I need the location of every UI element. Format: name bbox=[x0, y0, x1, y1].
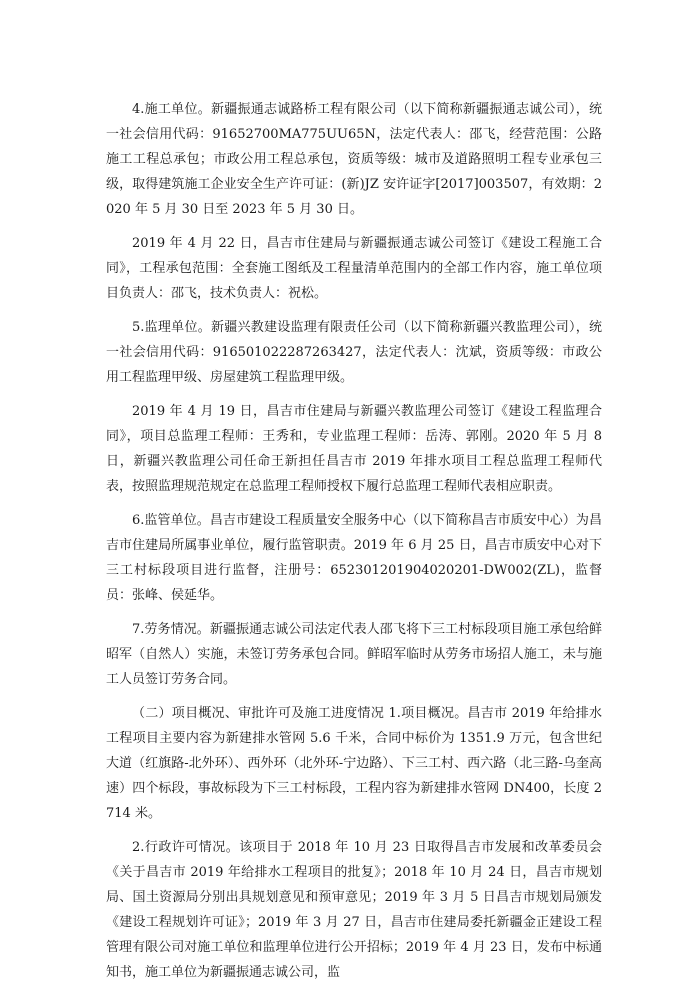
paragraph-construction-unit: 4.施工单位。新疆振通志诚路桥工程有限公司（以下简称新疆振通志诚公司），统一社会信用代码：91652700MA775UU65N，法定代表人：邵飞，经营范围：公路施工工程总承包；市政公用工程总承包，资质等级：城市及道路照明工程专业承包三级，取得建筑施工企业安全生产许可证：(新)JZ 安许证字[2017]003507，有效期：2020 年 5 月 30 日至 2023 年 5 月 30 日。 bbox=[106, 102, 602, 217]
paragraph-construction-contract: 2019 年 4 月 22 日，昌吉市住建局与新疆振通志诚公司签订《建设工程施工合同》，工程承包范围：全套施工图纸及工程量清单范围内的全部工作内容，施工单位项目负责人：邵飞，技术负责人：祝松。 bbox=[106, 236, 602, 301]
document-body bbox=[106, 97, 602, 994]
paragraph-supervision-contract: 2019 年 4 月 19 日，昌吉市住建局与新疆兴教监理公司签订《建设工程监理合同》，项目总监理工程师：王秀和，专业监理工程师：岳涛、郭刚。2020 年 5 月 8 日，新疆兴教监理公司任命王新担任昌吉市 2019 年排水项目工程总监理工程师代表，按照监理规范规定在总监理工程师授权下履行总监理工程师代表相应职责。 bbox=[106, 404, 602, 494]
paragraph-supervision-unit: 5.监理单位。新疆兴教建设监理有限责任公司（以下简称新疆兴教监理公司），统一社会信用代码：916501022287263427，法定代表人：沈斌，资质等级：市政公用工程监理甲级、房屋建筑工程监理甲级。 bbox=[106, 320, 602, 385]
paragraph-administrative-permits: 2.行政许可情况。该项目于 2018 年 10 月 23 日取得昌吉市发展和改革委员会《关于昌吉市 2019 年给排水工程项目的批复》；2018 年 10 月 24 日，昌吉市规划局、国土资源局分别出具规划意见和预审意见；2019 年 3 月 5 日昌吉市规划局颁发《建设工程规划许可证》；2019 年 3 月 27 日，昌吉市住建局委托新疆金正建设工程管理有限公司对施工单位和监理单位进行公开招标；2019 年 4 月 23 日，发布中标通知书，施工单位为新疆振通志诚公司，监 bbox=[106, 840, 602, 980]
paragraph-regulatory-unit: 6.监管单位。昌吉市建设工程质量安全服务中心（以下简称昌吉市质安中心）为昌吉市住建局所属事业单位，履行监管职责。2019 年 6 月 25 日，昌吉市质安中心对下三工村标段项目进行监督，注册号：652301201904020201-DW002(ZL)，监督员：张峰、侯延华。 bbox=[106, 513, 602, 603]
paragraph-labor-situation: 7.劳务情况。新疆振通志诚公司法定代表人邵飞将下三工村标段项目施工承包给鲜昭军（自然人）实施，未签订劳务承包合同。鲜昭军临时从劳务市场招人施工，未与施工人员签订劳务合同。 bbox=[106, 622, 602, 687]
paragraph-project-overview: （二）项目概况、审批许可及施工进度情况 1.项目概况。昌吉市 2019 年给排水工程项目主要内容为新建排水管网 5.6 千米，合同中标价为 1351.9 万元，包含世纪大道（红旗路-北外环）、西外环（北外环-宁边路）、下三工村、西六路（北三路-乌奎高速）四个标段，事故标段为下三工村标段，工程内容为新建排水管网 DN400，长度 2714 米。 bbox=[106, 706, 602, 821]
